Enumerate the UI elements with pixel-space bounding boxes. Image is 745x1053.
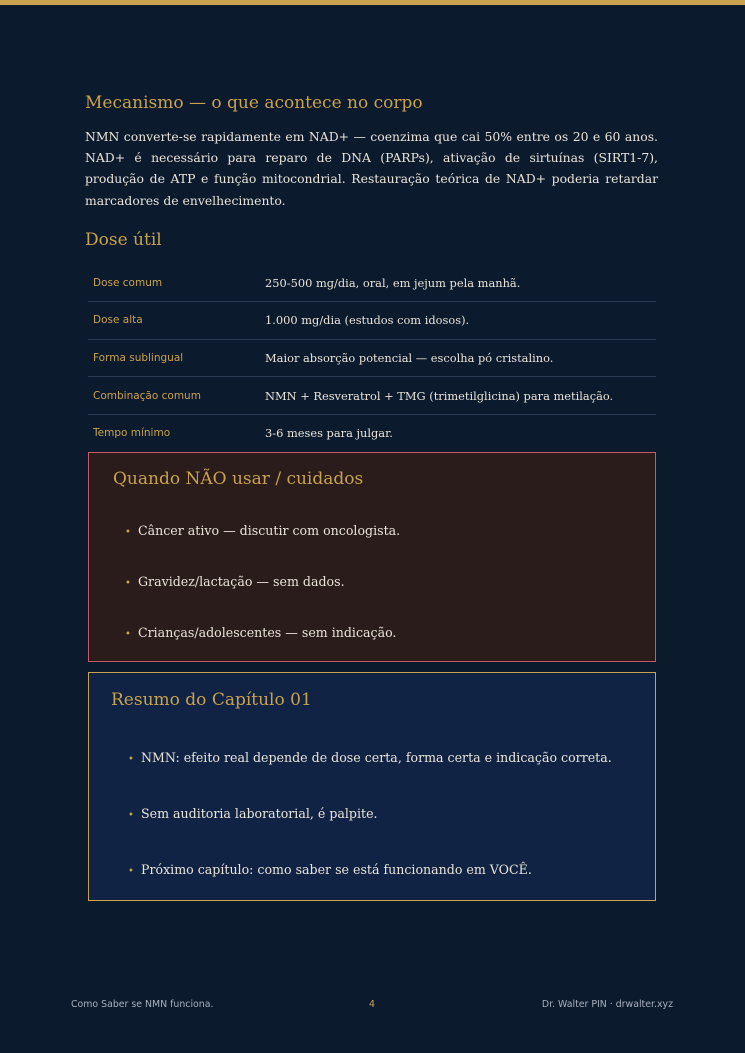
list-item (128, 750, 612, 765)
dose-row-value: 250-500 mg/dia, oral, em jejum pela manhã. (265, 264, 656, 302)
summary-title: Resumo do Capítulo 01 (111, 690, 312, 710)
list-item (125, 523, 400, 538)
mechanism-heading: Mecanismo — o que acontece no corpo (85, 93, 423, 113)
list-item-text: Câncer ativo — discutir com oncologista. (138, 523, 401, 538)
list-item (128, 862, 532, 877)
table-row (88, 264, 656, 302)
list-item (128, 806, 378, 821)
list-item-text: Crianças/adolescentes — sem indicação. (138, 625, 397, 640)
dose-row-label: Combinação comum (88, 377, 265, 415)
dose-row-label: Tempo mínimo (93, 427, 171, 440)
bullet-icon: • (128, 866, 134, 877)
warning-title: Quando NÃO usar / cuidados (113, 469, 364, 489)
top-accent-bar (0, 0, 745, 5)
table-row (88, 414, 656, 452)
dose-row-label: Forma sublingual (88, 339, 265, 377)
dose-heading: Dose útil (85, 230, 162, 250)
dose-row-label: Dose alta (88, 302, 265, 340)
list-item-text: Próximo capítulo: como saber se está funcionando em VOCÊ. (141, 862, 532, 877)
warning-callout (88, 452, 656, 662)
table-row (88, 302, 656, 340)
bullet-icon: • (128, 754, 134, 765)
list-item-text: NMN: efeito real depende de dose certa, forma certa e indicação correta. (141, 750, 612, 765)
mechanism-paragraph: NMN converte-se rapidamente em NAD+ — coenzima que cai 50% entre os 20 e 60 anos. NAD+ é necessário para reparo de DNA (PARPs), ativação de sirtuínas (SIRT1-7), produção de ATP e função mitocondrial. Restauração teórica de NAD+ poderia retardar marcadores de envelhecimento. (85, 129, 658, 208)
list-item (125, 625, 396, 640)
table-row (88, 339, 656, 377)
dose-table (88, 264, 656, 452)
dose-row-value: NMN + Resveratrol + TMG (trimetilglicina) para metilação. (265, 377, 656, 415)
table-row (88, 377, 656, 415)
footer-page-number: 4 (369, 999, 375, 1010)
bullet-icon: • (125, 527, 131, 538)
footer-document-title: Como Saber se NMN funciona. (71, 999, 214, 1010)
dose-row-value: 3-6 meses para julgar. (265, 426, 393, 441)
list-item-text: Sem auditoria laboratorial, é palpite. (141, 806, 378, 821)
footer-author: Dr. Walter PIN · drwalter.xyz (541, 999, 673, 1010)
dose-row-value: Maior absorção potencial — escolha pó cristalino. (265, 339, 656, 377)
dose-row-label: Dose comum (88, 264, 265, 302)
bullet-icon: • (128, 810, 134, 821)
list-item-text: Gravidez/lactação — sem dados. (138, 574, 345, 589)
summary-callout (88, 672, 656, 901)
bullet-icon: • (125, 578, 131, 589)
bullet-icon: • (125, 629, 131, 640)
dose-row-value: 1.000 mg/dia (estudos com idosos). (265, 302, 656, 340)
list-item (125, 574, 345, 589)
